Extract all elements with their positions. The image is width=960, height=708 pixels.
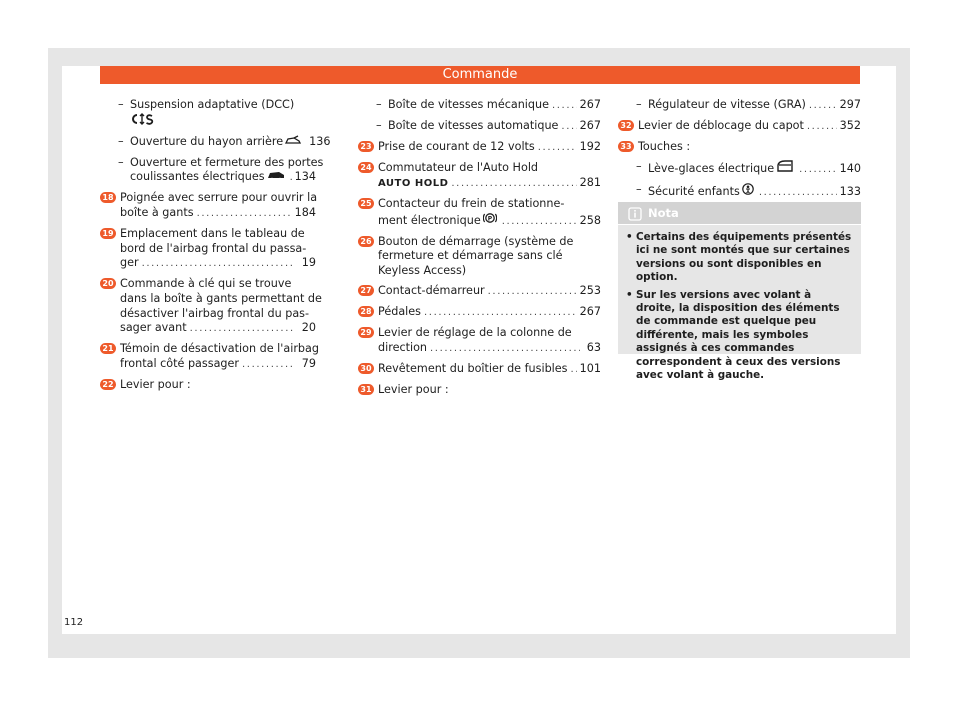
dash-marker: – [118,98,124,111]
car-trunk-icon [285,135,301,150]
page-reference: 352 [839,119,861,133]
leader-dots [451,177,576,192]
entry-line [120,342,319,357]
entry-text: Sécurité enfants [648,185,740,199]
leader-dots [197,207,292,222]
leader-dots [538,141,577,156]
entry-text: Levier de déblocage du capot [638,119,804,133]
entry-line [648,160,861,178]
page-reference: 253 [579,283,601,297]
index-entry[interactable] [358,140,601,156]
section-header: Commande [100,66,860,84]
entry-text: Contacteur du frein de stationne- [378,196,565,210]
auto-hold-symbol: AUTO HOLD [378,177,449,189]
entry-text: Bouton de démarrage (système de [378,234,574,248]
entry-text: Touches : [638,140,691,154]
page-reference: 184 [294,206,316,220]
callout-number-badge: 24 [358,162,374,173]
index-subentry[interactable] [100,134,331,151]
entry-line [130,170,316,186]
entry-text: ment électronique [378,213,481,227]
page-reference: 267 [579,119,601,133]
callout-number-badge: 20 [100,278,116,289]
entry-text: Suspension adaptative (DCC) [130,98,295,111]
entry-line [120,307,316,322]
callout-number-badge: 25 [358,198,374,209]
entry-line [120,277,316,292]
entry-text: Levier pour : [378,382,449,396]
entry-line [120,206,316,222]
page-reference: 140 [839,162,861,176]
entry-text: Pédales [378,305,422,319]
index-column-1 [100,98,331,398]
dash-marker: – [118,134,124,148]
index-subentry[interactable] [100,98,316,129]
callout-number-badge: 27 [358,285,374,296]
page-reference: 79 [301,356,316,370]
page-reference: 63 [586,340,601,354]
entry-text: Commande à clé qui se trouve [120,277,292,291]
dash-marker: – [376,98,382,111]
entry-line [130,134,331,151]
entry-text: Prise de courant de 12 volts [378,140,535,154]
index-entry[interactable] [358,284,601,300]
entry-text: Ouverture et fermeture des portes [130,155,324,169]
entry-line [378,326,601,341]
entry-line [378,140,601,156]
callout-number-badge: 29 [358,327,374,338]
dash-marker: – [118,155,124,169]
index-entry[interactable] [618,140,861,155]
leader-dots [190,322,295,337]
entry-line [120,357,316,373]
page-reference: 20 [301,321,316,335]
entry-line [388,98,601,114]
entry-text: direction [378,340,428,354]
entry-text: coulissantes électriques [130,170,265,184]
entry-text: boîte à gants [120,206,194,220]
leader-dots [807,120,837,135]
entry-text: Emplacement dans le tableau de [120,227,305,241]
entry-text: Keyless Access) [378,263,467,277]
window-icon [776,160,794,177]
callout-number-badge: 32 [618,120,634,131]
leader-dots [809,99,837,114]
entry-line [648,183,861,201]
entry-line [378,284,601,300]
callout-number-badge: 31 [358,384,374,395]
dash-marker: – [636,160,642,174]
index-entry[interactable] [100,227,316,272]
index-entry[interactable] [100,191,316,221]
index-entry[interactable] [358,305,601,321]
child-lock-icon [742,183,754,200]
svg-text:P: P [487,214,492,222]
entry-line [120,378,316,393]
index-entry[interactable] [358,197,601,229]
index-entry[interactable] [358,326,601,356]
dash-marker: – [376,119,382,133]
entry-line [120,256,316,272]
entry-text: Levier pour : [120,378,191,391]
entry-line [120,242,316,257]
entry-text: frontal côté passager [120,356,240,370]
leader-dots [759,186,837,201]
entry-line [648,98,861,114]
dcc-icon [130,113,154,130]
entry-line [638,119,861,135]
entry-text: Régulateur de vitesse (GRA) [648,98,806,111]
entry-text: fermeture et démarrage sans clé [378,249,563,263]
leader-dots [799,163,837,178]
callout-number-badge: 26 [358,236,374,247]
entry-text: Ouverture du hayon arrière [130,134,284,148]
note-header [618,202,861,225]
entry-text: sager avant [120,321,187,335]
entry-line [638,140,861,155]
leader-dots [502,215,577,230]
entry-line [120,292,322,307]
leader-dots [424,306,577,321]
callout-number-badge: 23 [358,141,374,152]
info-icon [628,206,642,228]
callout-number-badge: 33 [618,141,634,152]
entry-text: Témoin de désactivation de l'airbag [120,342,319,356]
entry-line [130,113,316,130]
entry-line [378,197,601,212]
note-body [618,225,861,382]
index-entry[interactable] [100,342,319,372]
callout-number-badge: 28 [358,306,374,317]
page-reference: 136 [309,134,331,148]
leader-dots [488,285,577,300]
entry-text: Boîte de vitesses automatique [388,119,559,133]
entry-line [378,383,601,398]
page-number: 112 [64,617,84,628]
entry-line [378,362,601,378]
index-column-2 [358,98,601,403]
callout-number-badge: 30 [358,363,374,374]
entry-text: Lève-glaces électrique [648,162,775,176]
entry-text: Revêtement du boîtier de fusibles [378,361,568,375]
leader-dots [552,99,577,114]
page-reference: 192 [579,140,601,154]
entry-text: désactiver l'airbag frontal du pas- [120,306,310,320]
index-subentry[interactable] [618,160,861,178]
index-entry[interactable] [100,277,322,336]
entry-line [378,305,601,321]
entry-line [378,264,601,279]
index-subentry[interactable] [358,119,601,135]
entry-line [388,119,601,135]
index-entry[interactable] [358,235,601,279]
entry-text: Poignée avec serrure pour ouvrir la [120,191,318,205]
entry-line [378,249,601,264]
index-column-3 [618,98,861,206]
page-reference: 134 [294,170,316,184]
entry-text: Contact-démarreur [378,283,485,297]
page-reference: 267 [579,305,601,319]
index-entry[interactable] [100,378,316,393]
callout-number-badge: 22 [100,379,116,390]
callout-number-badge: 18 [100,192,116,203]
page-reference: 297 [839,98,861,111]
page-reference: 267 [579,98,601,111]
parking-brake-icon [483,212,497,229]
callout-number-badge: 21 [100,343,116,354]
entry-line [378,212,601,230]
entry-line [378,235,601,250]
entry-text: dans la boîte à gants permettant de [120,292,322,306]
entry-line [120,191,316,206]
leader-dots [242,358,295,373]
entry-line [130,98,316,113]
index-entry[interactable] [618,119,861,135]
note-item: • Certains des équipements présentés ici ne sont montés que sur certaines versions ou sont disponibles en option. [626,231,852,284]
entry-text: bord de l'airbag frontal du passa- [120,241,307,255]
entry-text: Boîte de vitesses mécanique [388,98,549,111]
entry-text: ger [120,256,139,270]
entry-text: Commutateur de l'Auto Hold [378,161,539,175]
entry-line [378,341,601,357]
leader-dots [290,171,292,186]
index-entry[interactable] [358,161,601,191]
dash-marker: – [636,98,642,111]
entry-text: Levier de réglage de la colonne de [378,326,572,340]
entry-line [120,227,316,242]
page-reference: 281 [579,175,601,189]
note-title: Nota [648,206,679,220]
sliding-door-icon [267,170,285,185]
leader-dots [142,257,295,272]
entry-line [130,155,324,171]
index-subentry[interactable] [618,98,861,114]
page-reference: 101 [579,361,601,375]
entry-line [120,321,316,337]
index-entry[interactable] [358,383,601,398]
entry-line [378,161,601,176]
entry-line [378,176,601,192]
leader-dots [571,363,577,378]
note-item: • Sur les versions avec volant à droite, la disposition des éléments de commande est quelque peu différente, mais les symboles assignés à ces commandes correspondent à ceux des versions avec volant à gauche. [626,288,841,382]
leader-dots [561,120,576,135]
page-reference: 19 [301,256,316,270]
index-subentry[interactable] [618,183,861,201]
index-subentry[interactable] [100,155,324,186]
page-reference: 133 [839,185,861,199]
index-entry[interactable] [358,362,601,378]
note-box [618,202,861,382]
callout-number-badge: 19 [100,228,116,239]
leader-dots [430,342,580,357]
index-subentry[interactable] [358,98,601,114]
page-reference: 258 [579,213,601,227]
dash-marker: – [636,183,642,197]
